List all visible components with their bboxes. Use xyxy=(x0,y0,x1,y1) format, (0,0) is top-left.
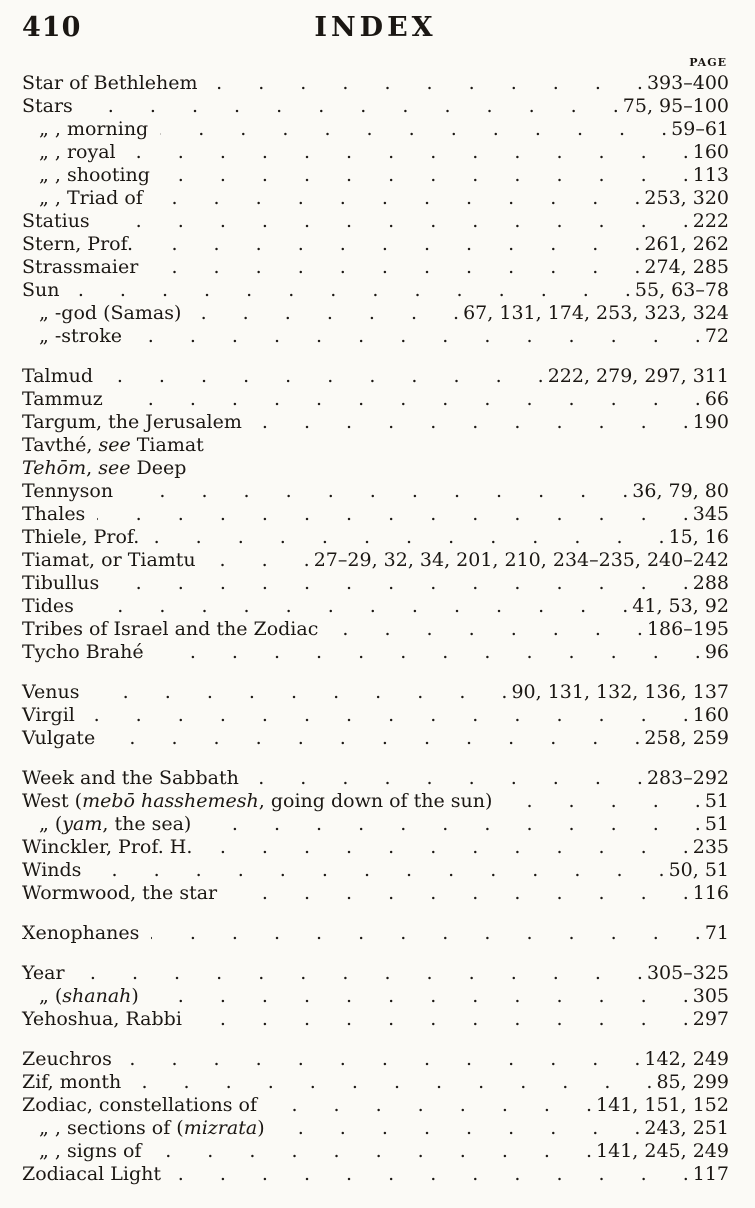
entry-page-numbers: 160 xyxy=(692,704,729,726)
entry-label-segment: Year xyxy=(22,962,65,984)
entry-page-numbers: 222, 279, 297, 311 xyxy=(547,365,729,387)
entry-label-segment: „ ( xyxy=(39,985,63,1007)
entry-label-segment: Yehoshua, Rabbi xyxy=(22,1008,182,1030)
dot-leader xyxy=(151,985,689,1008)
entry-page-numbers: 235 xyxy=(692,836,729,858)
entry-page-numbers: 258, 259 xyxy=(644,727,729,749)
entry-page-numbers: 261, 262 xyxy=(644,233,729,255)
entry-label-segment: „ ( xyxy=(39,813,63,835)
entry-label xyxy=(39,1140,141,1163)
entry-label xyxy=(22,618,318,641)
entry-label-italic-segment: yam xyxy=(62,813,103,835)
entry-page-numbers: 305 xyxy=(692,985,729,1007)
entry-label xyxy=(22,1163,161,1186)
dot-leader xyxy=(85,95,619,118)
entry-label xyxy=(22,279,60,302)
dot-leader xyxy=(91,681,507,704)
dot-leader xyxy=(330,618,643,641)
entry-label xyxy=(39,118,148,141)
entry-label-segment: Targum, the Jerusalem xyxy=(22,411,242,433)
index-entry-row xyxy=(22,836,729,859)
entry-page-numbers: 59–61 xyxy=(671,118,729,140)
entry-label xyxy=(22,767,239,790)
entry-label xyxy=(22,411,242,434)
entry-page-numbers: 41, 53, 92 xyxy=(632,595,729,617)
entry-label-segment: Tammuz xyxy=(22,388,103,410)
index-entry-row xyxy=(22,572,729,595)
entry-page-numbers: 283–292 xyxy=(646,767,729,789)
dot-leader xyxy=(156,641,701,664)
index-entry-row xyxy=(22,618,729,641)
entry-page-numbers: 142, 249 xyxy=(644,1048,729,1070)
index-entry-row xyxy=(22,210,729,233)
dot-leader xyxy=(162,164,689,187)
entry-page-numbers: 96 xyxy=(704,641,729,663)
index-entry-row xyxy=(22,1094,729,1117)
entry-label xyxy=(22,641,144,664)
entry-label-segment: Deep xyxy=(130,457,187,479)
dot-leader xyxy=(151,922,700,945)
dot-leader xyxy=(269,1094,592,1117)
entry-label-segment: Strassmaier xyxy=(22,256,139,278)
dot-leader xyxy=(72,279,631,302)
entry-label-segment: Tibullus xyxy=(22,572,100,594)
entry-label-segment: , going down of the sun) xyxy=(258,790,493,812)
entry-label-segment: „ , signs of xyxy=(39,1140,142,1162)
index-entry-row xyxy=(22,704,729,727)
entry-label xyxy=(22,922,139,945)
index-entry-row xyxy=(22,922,729,945)
index-entry-row xyxy=(22,1008,729,1031)
entry-label-italic-segment: see xyxy=(98,434,131,456)
index-entry-row xyxy=(22,985,729,1008)
index-entry-row xyxy=(22,1163,729,1186)
index-entry-row xyxy=(22,388,729,411)
entry-label xyxy=(22,859,81,882)
entry-label xyxy=(22,681,79,704)
entry-page-numbers: 27–29, 32, 34, 201, 210, 234–235, 240–242 xyxy=(313,549,729,571)
entry-label-italic-segment: mizrata xyxy=(183,1117,258,1139)
index-entry-row xyxy=(22,457,729,480)
entry-label-segment: Tribes of Israel and the Zodiac xyxy=(22,618,319,640)
dot-leader xyxy=(203,813,700,836)
entry-label xyxy=(22,1071,121,1094)
dot-leader xyxy=(105,365,544,388)
index-entry-row xyxy=(22,727,729,750)
entry-label xyxy=(22,503,85,526)
index-entry-row xyxy=(22,1048,729,1071)
dot-leader xyxy=(115,388,701,411)
entry-label-segment: Tides xyxy=(22,595,74,617)
dot-leader xyxy=(204,836,688,859)
index-entry-row xyxy=(22,962,729,985)
entry-page-numbers: 72 xyxy=(704,325,729,347)
dot-leader xyxy=(210,72,643,95)
entry-label-segment: Stars xyxy=(22,95,73,117)
entry-label-segment: „ , morning xyxy=(39,118,149,140)
index-entry-row xyxy=(22,1071,729,1094)
index-entry-row xyxy=(22,767,729,790)
entry-page-numbers: 71 xyxy=(704,922,729,944)
entry-label-segment: Tennyson xyxy=(22,480,114,502)
dot-leader xyxy=(151,526,664,549)
dot-leader xyxy=(277,1117,641,1140)
entry-page-numbers: 36, 79, 80 xyxy=(632,480,729,502)
index-entry-row xyxy=(22,641,729,664)
index-entry-row xyxy=(22,256,729,279)
entry-label-segment: Statius xyxy=(22,210,90,232)
index-entry-row xyxy=(22,95,729,118)
entry-label-italic-segment: shanah xyxy=(62,985,132,1007)
entry-label-segment: , xyxy=(86,457,99,479)
entry-label xyxy=(22,1048,112,1071)
entry-label-segment: Winds xyxy=(22,859,82,881)
dot-leader xyxy=(93,859,664,882)
dot-leader xyxy=(254,411,689,434)
entry-label-segment: Zodiacal Light xyxy=(22,1163,162,1185)
entry-label xyxy=(39,813,191,836)
entry-page-numbers: 50, 51 xyxy=(668,859,729,881)
entry-label xyxy=(22,572,99,595)
entry-page-numbers: 90, 131, 132, 136, 137 xyxy=(511,681,729,703)
index-entry-row xyxy=(22,859,729,882)
index-entry-row xyxy=(22,187,729,210)
page-number: 410 xyxy=(22,12,82,43)
entry-page-numbers: 222 xyxy=(692,210,729,232)
index-entry-row xyxy=(22,302,729,325)
index-entry-row xyxy=(22,325,729,348)
dot-leader xyxy=(208,549,310,572)
entry-label-segment: „ -god (Samas) xyxy=(39,302,182,324)
entry-label-segment: Star of Bethlehem xyxy=(22,72,198,94)
dot-leader xyxy=(145,233,640,256)
entry-label xyxy=(22,233,133,256)
index-entry-row xyxy=(22,480,729,503)
entry-label xyxy=(22,1008,182,1031)
entry-label-segment: Tycho Brahé xyxy=(22,641,144,663)
index-entry-row xyxy=(22,549,729,572)
entry-label xyxy=(22,882,217,905)
dot-leader xyxy=(173,1163,689,1186)
dot-leader xyxy=(128,141,689,164)
dot-leader xyxy=(160,118,667,141)
entry-label-italic-segment: mebō hasshemesh xyxy=(82,790,259,812)
entry-page-numbers: 117 xyxy=(692,1163,729,1185)
entry-label xyxy=(39,187,143,210)
entry-label-segment: Vulgate xyxy=(22,727,96,749)
index-entry-row xyxy=(22,681,729,704)
entry-label-segment: Virgil xyxy=(22,704,75,726)
entry-label xyxy=(22,549,196,572)
dot-leader xyxy=(150,256,640,279)
index-entry-row xyxy=(22,164,729,187)
dot-leader xyxy=(111,572,688,595)
entry-label xyxy=(22,836,192,859)
index-entry-row xyxy=(22,526,729,549)
index-entry-row xyxy=(22,233,729,256)
entry-label xyxy=(39,302,181,325)
index-entry-row xyxy=(22,790,729,813)
dot-leader xyxy=(504,790,700,813)
entry-label-segment: Week and the Sabbath xyxy=(22,767,239,789)
entry-label xyxy=(39,141,116,164)
entry-label-segment: Tiamat xyxy=(130,434,204,456)
entry-label xyxy=(22,704,75,727)
entry-label xyxy=(22,526,139,549)
index-entry-row xyxy=(22,813,729,836)
entry-label-segment: ) xyxy=(257,1117,265,1139)
entry-page-numbers: 55, 63–78 xyxy=(634,279,729,301)
entry-label-segment: Thales xyxy=(22,503,86,525)
dot-leader xyxy=(133,1071,652,1094)
entry-page-numbers: 253, 320 xyxy=(644,187,729,209)
entry-page-numbers: 190 xyxy=(692,411,729,433)
entry-label xyxy=(22,72,198,95)
entry-label-segment: Zodiac, constellations of xyxy=(22,1094,258,1116)
dot-leader xyxy=(97,503,688,526)
entry-page-numbers: 297 xyxy=(692,1008,729,1030)
entry-page-numbers: 116 xyxy=(692,882,729,904)
entry-label-segment: „ -stroke xyxy=(39,325,122,347)
entry-page-numbers: 186–195 xyxy=(646,618,729,640)
index-entry-row xyxy=(22,1117,729,1140)
entry-page-numbers: 345 xyxy=(692,503,729,525)
dot-leader xyxy=(124,1048,641,1071)
page-column-label: PAGE xyxy=(689,56,727,69)
entry-label xyxy=(22,210,90,233)
index-entry-row xyxy=(22,503,729,526)
entry-label-segment: Sun xyxy=(22,279,60,301)
dot-leader xyxy=(102,210,689,233)
index-entry-row xyxy=(22,279,729,302)
entry-label xyxy=(22,480,113,503)
entry-page-numbers: 113 xyxy=(692,164,729,186)
dot-leader xyxy=(86,595,628,618)
entry-page-numbers: 66 xyxy=(704,388,729,410)
dot-leader xyxy=(251,767,643,790)
dot-leader xyxy=(77,962,643,985)
entry-label xyxy=(39,164,150,187)
entry-page-numbers: 15, 16 xyxy=(668,526,729,548)
page-header xyxy=(22,12,729,52)
index-entry-row xyxy=(22,411,729,434)
entry-page-numbers: 305–325 xyxy=(646,962,729,984)
entry-label-segment: Zeuchros xyxy=(22,1048,112,1070)
index-entry-row xyxy=(22,365,729,388)
entry-label-segment: „ , sections of ( xyxy=(39,1117,184,1139)
entry-page-numbers: 75, 95–100 xyxy=(622,95,729,117)
dot-leader xyxy=(125,480,628,503)
entry-label-segment: Tiamat, or Tiamtu xyxy=(22,549,196,571)
entry-label-segment: Winckler, Prof. H. xyxy=(22,836,193,858)
dot-leader xyxy=(194,1008,689,1031)
entry-label-segment: Venus xyxy=(22,681,80,703)
index-entry-row xyxy=(22,72,729,95)
entry-label xyxy=(22,388,103,411)
entry-label-segment: Talmud xyxy=(22,365,94,387)
entry-page-numbers: 141, 245, 249 xyxy=(596,1140,729,1162)
index-entry-row xyxy=(22,434,729,457)
entry-label-segment: Stern, Prof. xyxy=(22,233,133,255)
entry-page-numbers: 288 xyxy=(692,572,729,594)
entry-page-numbers: 141, 151, 152 xyxy=(596,1094,729,1116)
entry-label xyxy=(22,727,95,750)
entry-page-numbers: 160 xyxy=(692,141,729,163)
entry-label-segment: „ , royal xyxy=(39,141,116,163)
entry-label xyxy=(22,95,73,118)
entry-page-numbers: 85, 299 xyxy=(656,1071,729,1093)
entry-label xyxy=(22,962,65,985)
entry-label xyxy=(22,457,186,480)
dot-leader xyxy=(87,704,689,727)
entry-page-numbers: 51 xyxy=(704,813,729,835)
entry-label xyxy=(22,1094,257,1117)
entry-label xyxy=(22,434,204,457)
entry-label xyxy=(22,256,138,279)
page-title: INDEX xyxy=(314,12,437,43)
entry-label-segment: West ( xyxy=(22,790,83,812)
entry-label xyxy=(22,365,93,388)
entry-page-numbers: 51 xyxy=(704,790,729,812)
entry-label xyxy=(39,985,139,1008)
entry-page-numbers: 243, 251 xyxy=(644,1117,729,1139)
index-entry-row xyxy=(22,882,729,905)
index-entry-row xyxy=(22,141,729,164)
dot-leader xyxy=(155,187,641,210)
dot-leader xyxy=(107,727,640,750)
dot-leader xyxy=(193,302,459,325)
entry-label xyxy=(39,1117,265,1140)
index-list xyxy=(22,72,729,1186)
entry-label-segment: Tavthé, xyxy=(22,434,99,456)
entry-page-numbers: 67, 131, 174, 253, 323, 324 xyxy=(463,302,729,324)
entry-label xyxy=(22,790,492,813)
entry-label-segment: „ , Triad of xyxy=(39,187,143,209)
entry-label-segment: „ , shooting xyxy=(39,164,150,186)
entry-label xyxy=(22,595,74,618)
entry-label xyxy=(39,325,122,348)
entry-label-italic-segment: Tehōm xyxy=(22,457,87,479)
entry-label-segment: , the sea) xyxy=(102,813,192,835)
index-entry-row xyxy=(22,1140,729,1163)
index-entry-row xyxy=(22,118,729,141)
entry-label-segment: Wormwood, the star xyxy=(22,882,218,904)
entry-label-segment: ) xyxy=(131,985,139,1007)
index-entry-row xyxy=(22,595,729,618)
dot-leader xyxy=(229,882,689,905)
entry-page-numbers: 393–400 xyxy=(646,72,729,94)
dot-leader xyxy=(153,1140,592,1163)
dot-leader xyxy=(134,325,701,348)
entry-label-segment: Xenophanes xyxy=(22,922,140,944)
entry-label-segment: Thiele, Prof. xyxy=(22,526,140,548)
entry-page-numbers: 274, 285 xyxy=(644,256,729,278)
entry-label-segment: Zif, month xyxy=(22,1071,122,1093)
entry-label-italic-segment: see xyxy=(98,457,131,479)
